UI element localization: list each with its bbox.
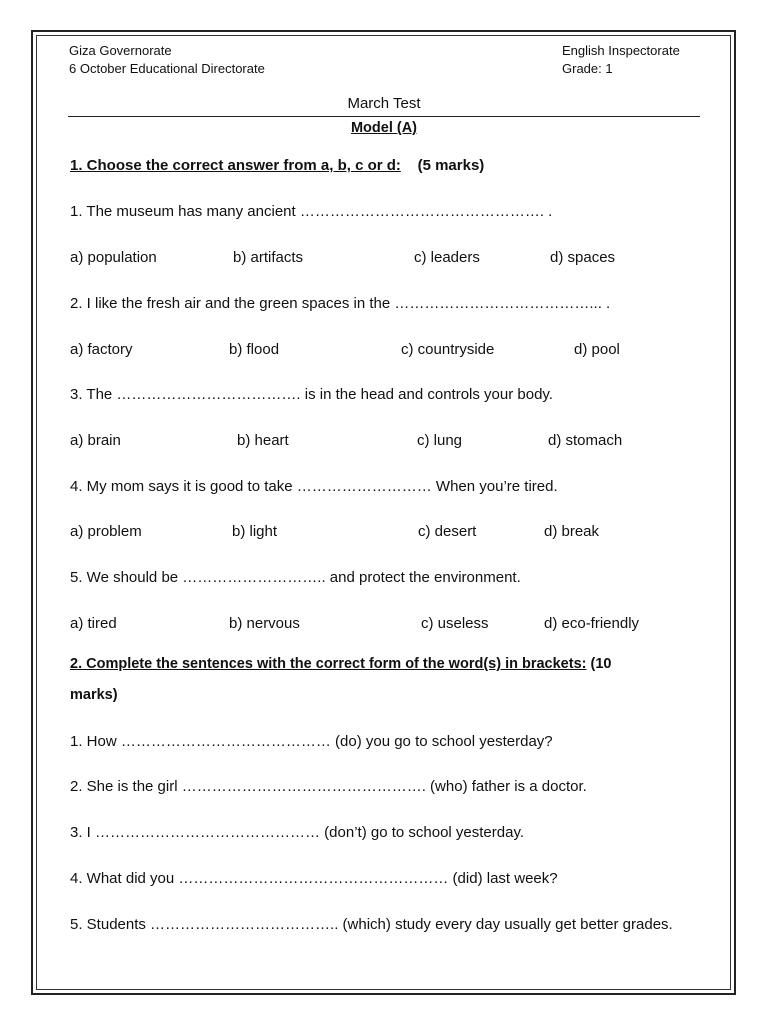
question-3: 3. The ………………………………. is in the head and controls your body.	[70, 386, 553, 403]
q3-option-c: c) lung	[417, 432, 463, 449]
section2-heading-row	[70, 656, 611, 672]
grade-label: Grade: 1	[562, 61, 613, 76]
header-right	[562, 42, 680, 78]
q5-option-a: a) tired	[70, 615, 117, 632]
question-4: 4. My mom says it is good to take ……………………… When you’re tired.	[70, 478, 558, 495]
q5-option-b: b) nervous	[229, 615, 300, 632]
q3-option-a: a) brain	[70, 432, 121, 449]
section2-marks-b: marks)	[70, 687, 118, 703]
complete-item-5: 5. Students ……………………………….. (which) study every day usually get better grades.	[70, 916, 673, 933]
q5-option-c: c) useless	[421, 615, 489, 632]
test-title: March Test	[347, 95, 421, 112]
governorate-label: Giza Governorate	[69, 43, 172, 58]
q1-option-d: d) spaces	[550, 249, 616, 266]
section1-marks: (5 marks)	[417, 157, 485, 174]
model-label	[0, 120, 768, 136]
inspectorate-label: English Inspectorate	[562, 43, 680, 58]
header-left	[69, 42, 265, 78]
question-2: 2. I like the fresh air and the green spaces in the …………………………………... .	[70, 295, 611, 312]
q2-option-d: d) pool	[574, 341, 620, 358]
complete-item-3: 3. I ……………………………………… (don’t) go to school yesterday.	[70, 824, 525, 841]
q2-option-b: b) flood	[229, 341, 280, 358]
q5-option-d: d) eco-friendly	[544, 615, 640, 632]
q1-option-a: a) population	[70, 249, 157, 266]
q1-option-c: c) leaders	[414, 249, 480, 266]
q2-option-a: a) factory	[70, 341, 133, 358]
complete-item-4: 4. What did you ……………………………………………… (did) last week?	[70, 870, 558, 887]
section2-marks-a: (10	[590, 656, 612, 672]
complete-item-2: 2. She is the girl …………………………………………. (who) father is a doctor.	[70, 778, 587, 795]
q2-option-c: c) countryside	[401, 341, 495, 358]
question-1: 1. The museum has many ancient …………………………………………. .	[70, 203, 553, 220]
q4-option-b: b) light	[232, 523, 278, 540]
q1-option-b: b) artifacts	[233, 249, 304, 266]
q3-option-b: b) heart	[237, 432, 289, 449]
section2-heading: 2. Complete the sentences with the correct form of the word(s) in brackets:	[70, 656, 587, 672]
complete-item-1: 1. How …………………………………… (do) you go to school yesterday?	[70, 733, 553, 750]
q3-option-d: d) stomach	[548, 432, 623, 449]
question-5: 5. We should be ……………………….. and protect the environment.	[70, 569, 521, 586]
q4-option-d: d) break	[544, 523, 600, 540]
section1-heading-row	[70, 157, 484, 174]
q4-option-c: c) desert	[418, 523, 477, 540]
page-border-inner	[36, 35, 731, 990]
model-text: Model (A)	[350, 120, 418, 136]
section1-heading: 1. Choose the correct answer from a, b, c or d:	[70, 157, 401, 174]
q4-option-a: a) problem	[70, 523, 142, 540]
title-divider	[68, 116, 700, 117]
directorate-label: 6 October Educational Directorate	[69, 61, 265, 76]
